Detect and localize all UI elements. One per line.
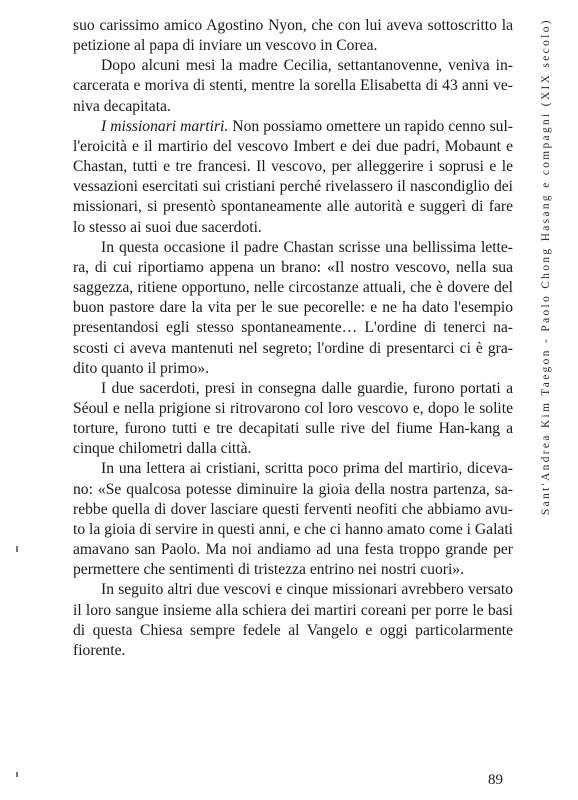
- page-number: 89: [488, 772, 503, 788]
- paragraph: [73, 16, 513, 56]
- paragraph: [73, 56, 513, 116]
- paragraph: [73, 580, 513, 661]
- paragraph-text: I due sacerdoti, presi in consegna dalle guardie, furono portati a Séoul e nella prigione si ritrovarono col loro vescovo e, dopo le solite torture, furono tutti e tre decapitati sulle rive del fiume Han-kang a cinque chilometri dalla città.: [73, 379, 513, 458]
- section-heading: I missionari martiri.: [101, 117, 229, 135]
- paragraph: [73, 238, 513, 379]
- paragraph-text: Dopo alcuni mesi la madre Cecilia, settantanovenne, veniva incarcerata e moriva di stenti, mentre la sorella Elisabetta di 43 anni veniva decapitata.: [73, 57, 513, 115]
- paragraph-text: In seguito altri due vescovi e cinque missionari avrebbero versato il loro sangue insieme alla schiera dei martiri coreani per porre le basi di questa Chiesa sempre fedele al Vangelo e oggi particolarmente fiorente.: [73, 581, 513, 659]
- scan-mark: [16, 546, 18, 552]
- body-text: [73, 16, 513, 661]
- scan-mark: [16, 772, 18, 777]
- paragraph-text: suo carissimo amico Agostino Nyon, che con lui aveva sottoscritto la petizione al papa di inviare un vescovo in Corea.: [73, 17, 513, 55]
- paragraph-text: In questa occasione il padre Chastan scrisse una bellissima lettera, di cui riportiamo appena un brano: «Il nostro vescovo, nella sua saggezza, ritiene opportuno, nelle circostanze attuali, che è dovere del buon pastore dare la vita per le sue pecorelle: e ne ha dato l'esempio presentandosi egli stesso spontaneamente… L'ordine di tenerci nascosti ci aveva mantenuti nel segreto; l'ordine di presentarci ci è gradito quanto il primo».: [73, 238, 513, 377]
- paragraph: [73, 379, 513, 460]
- paragraph: [73, 459, 513, 580]
- paragraph-text: In una lettera ai cristiani, scritta poco prima del martirio, dicevano: «Se qualcosa potesse diminuire la gioia della nostra partenza, sarebbe quella di dover lasciare questi ferventi neofiti che abbiamo avuto la gioia di servire in questi anni, e che ci hanno amato come i Galati amavano san Paolo. Ma noi andiamo ad una festa troppo grande per permettere che sentimenti di tristezza entrino nei nostri cuori».: [73, 460, 513, 579]
- paragraph: [73, 117, 513, 238]
- running-head: Sant'Andrea Kim Taegon - Paolo Chong Hasang e compagni (XIX secolo): [540, 18, 552, 515]
- paragraph-text: Non possiamo omettere un rapido cenno sull'eroicità e il martirio del vescovo Imbert e dei due padri, Mobaunt e Chastan, tutti e tre francesi. Il vescovo, per alleggerire i soprusi e le vessazioni esercitati sui cristiani perché rivelassero il nascondiglio dei missionari, si presentò spontaneamente alle autorità e suggerì di fare lo stesso ai suoi due sacerdoti.: [73, 117, 513, 236]
